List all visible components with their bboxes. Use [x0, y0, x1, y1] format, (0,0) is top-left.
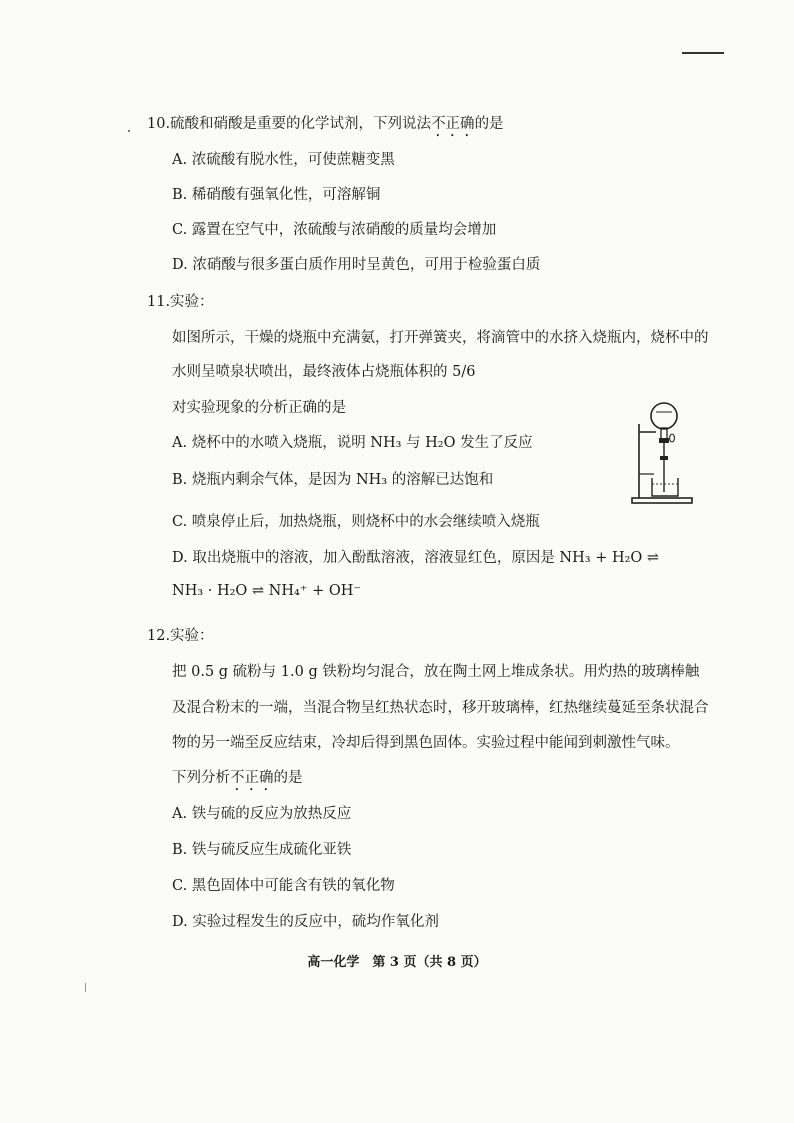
stand-base — [632, 498, 692, 503]
dropper-bulb — [670, 434, 675, 442]
round-flask — [651, 403, 677, 429]
rubber-stopper — [659, 438, 669, 443]
q10-option-b: B. 稀硝酸有强氧化性，可溶解铜 — [172, 187, 381, 203]
q12-question-after: 的是 — [273, 770, 303, 786]
q12-question-before: 下列分析 — [172, 770, 230, 786]
q12-para-line-3: 物的另一端至反应结束，冷却后得到黑色固体。实验过程中能闻到刺激性气味。 — [172, 735, 680, 751]
q12-option-d: D. 实验过程发生的反应中，硫均作氧化剂 — [172, 914, 439, 930]
q10-stem-emphasis: 不正确 — [431, 116, 475, 132]
q11-para-line-2: 水则呈喷泉状喷出，最终液体占烧瓶体积的 5/6 — [172, 364, 476, 380]
q10-stem-before: 10.硫酸和硝酸是重要的化学试剂，下列说法 — [147, 116, 432, 132]
q11-option-b: B. 烧瓶内剩余气体，是因为 NH₃ 的溶解已达饱和 — [172, 472, 494, 488]
q12-para-line-2: 及混合粉末的一端，当混合物呈红热状态时，移开玻璃棒，红热继续蔓延至条状混合 — [172, 700, 709, 716]
q12-question-emphasis: 不正确 — [230, 770, 274, 786]
q12-option-b: B. 铁与硫反应生成硫化亚铁 — [172, 842, 352, 858]
q11-title: 11.实验： — [147, 294, 214, 310]
fountain-apparatus-figure — [630, 398, 696, 506]
scan-mark — [85, 983, 86, 992]
q10-option-a: A. 浓硫酸有脱水性，可使蔗糖变黑 — [172, 152, 395, 168]
q11-option-c: C. 喷泉停止后，加热烧瓶，则烧杯中的水会继续喷入烧瓶 — [172, 514, 540, 530]
q11-para-line-1: 如图所示，干燥的烧瓶中充满氨，打开弹簧夹，将滴管中的水挤入烧瓶内，烧杯中的 — [172, 330, 709, 346]
q10-option-c: C. 露置在空气中，浓硫酸与浓硝酸的质量均会增加 — [172, 222, 497, 238]
q10-option-d: D. 浓硝酸与很多蛋白质作用时呈黄色，可用于检验蛋白质 — [172, 257, 541, 273]
q12-question — [172, 766, 303, 794]
header-rule — [682, 52, 724, 54]
q12-title: 12.实验： — [147, 628, 214, 644]
q10-stem — [147, 112, 504, 140]
q12-para-line-1: 把 0.5 g 硫粉与 1.0 g 铁粉均匀混合，放在陶土网上堆成条状。用灼热的玻璃棒触 — [172, 664, 700, 680]
q11-question: 对实验现象的分析正确的是 — [172, 400, 346, 416]
q11-option-d-continued: NH₃ · H₂O ⇌ NH₄⁺ + OH⁻ — [172, 583, 362, 599]
q12-option-c: C. 黑色固体中可能含有铁的氧化物 — [172, 878, 395, 894]
beaker — [652, 478, 678, 496]
q10-stem-after: 的是 — [474, 116, 504, 132]
q11-option-d: D. 取出烧瓶中的溶液，加入酚酞溶液，溶液显红色，原因是 NH₃ + H₂O ⇌ — [172, 550, 660, 566]
spring-clip — [660, 456, 668, 460]
q12-option-a: A. 铁与硫的反应为放热反应 — [172, 806, 352, 822]
q11-option-a: A. 烧杯中的水喷入烧瓶，说明 NH₃ 与 H₂O 发生了反应 — [172, 435, 533, 451]
page-footer: 高一化学 第 3 页（共 8 页） — [307, 955, 487, 970]
scan-speck — [128, 130, 130, 132]
